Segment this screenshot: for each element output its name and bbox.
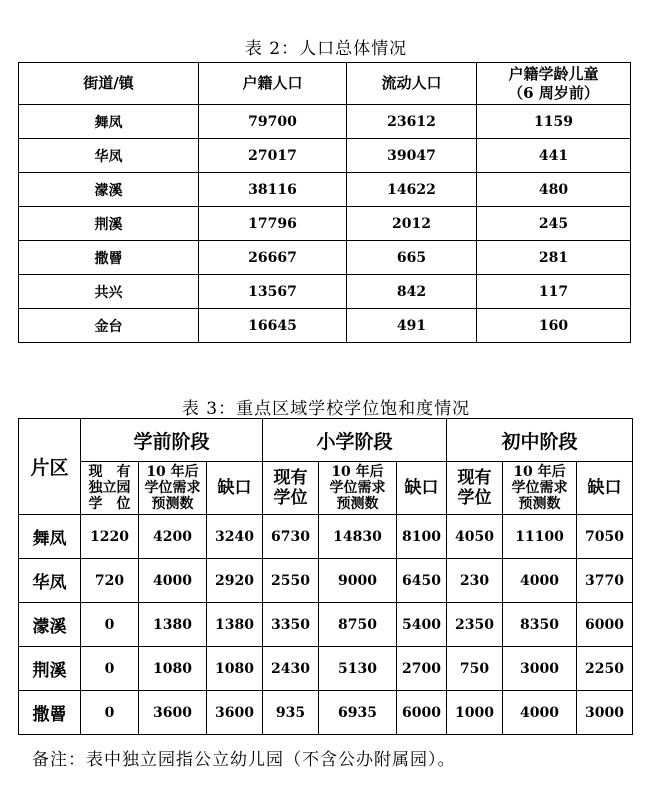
header-line: 预测数 [151,496,194,512]
cell: 27017 [199,139,347,173]
cell: 491 [347,309,477,343]
cell: 281 [477,241,631,275]
table-row [19,241,631,275]
cell-area: 撒罾 [19,691,81,735]
cell: 6935 [319,691,397,735]
cell: 16645 [199,309,347,343]
stage-header-primary: 小学阶段 [263,419,447,462]
cell: 8350 [503,603,577,647]
column-header-preschool-current [81,462,139,515]
cell: 23612 [347,105,477,139]
cell: 3000 [503,647,577,691]
column-header-primary-gap: 缺口 [397,462,447,515]
cell: 2250 [577,647,633,691]
header-line: 现有 [457,468,492,488]
column-header-preschool-gap: 缺口 [207,462,263,515]
cell: 濛溪 [19,173,199,207]
cell: 3600 [139,691,207,735]
cell: 0 [81,603,139,647]
cell: 1080 [139,647,207,691]
cell: 荆溪 [19,207,199,241]
header-line: 现 有 [88,464,131,480]
cell: 3000 [577,691,633,735]
header-line: 独立园 [88,480,131,496]
cell: 5400 [397,603,447,647]
footnote: 备注：表中独立园指公立幼儿园（不含公办附属园）。 [32,750,456,770]
header-line: 10 年后 [146,464,199,480]
cell: 2350 [447,603,503,647]
header-line: 10 年后 [331,464,384,480]
cell: 4000 [139,559,207,603]
table-row [19,105,631,139]
column-header-primary-current [263,462,319,515]
children-header-line2: （6 周岁前） [508,83,599,102]
school-capacity-table [18,418,633,735]
table-row [19,647,633,691]
cell: 1380 [207,603,263,647]
cell: 230 [447,559,503,603]
cell: 金台 [19,309,199,343]
cell: 245 [477,207,631,241]
cell: 842 [347,275,477,309]
cell: 8750 [319,603,397,647]
cell: 750 [447,647,503,691]
cell: 0 [81,647,139,691]
cell: 4050 [447,515,503,559]
column-header-area: 片区 [19,419,81,515]
cell: 舞凤 [19,105,199,139]
cell: 华凤 [19,139,199,173]
cell: 6000 [397,691,447,735]
cell: 0 [81,691,139,735]
table-row [19,691,633,735]
cell: 117 [477,275,631,309]
cell-area: 华凤 [19,559,81,603]
column-header-registered: 户籍人口 [199,63,347,105]
cell: 441 [477,139,631,173]
cell: 79700 [199,105,347,139]
cell: 160 [477,309,631,343]
cell: 3770 [577,559,633,603]
cell: 13567 [199,275,347,309]
cell: 2430 [263,647,319,691]
cell: 1000 [447,691,503,735]
cell: 4000 [503,691,577,735]
cell: 4200 [139,515,207,559]
cell: 1080 [207,647,263,691]
table-row [19,139,631,173]
column-header-preschool-forecast [139,462,207,515]
cell: 720 [81,559,139,603]
header-line: 学位需求 [511,480,568,496]
cell: 11100 [503,515,577,559]
table-row [19,207,631,241]
cell-area: 荆溪 [19,647,81,691]
table-row [19,173,631,207]
cell: 2700 [397,647,447,691]
cell: 5130 [319,647,397,691]
header-line: 10 年后 [513,464,566,480]
cell: 17796 [199,207,347,241]
cell: 9000 [319,559,397,603]
cell: 3240 [207,515,263,559]
cell-area: 舞凤 [19,515,81,559]
cell: 935 [263,691,319,735]
cell: 480 [477,173,631,207]
table-row [19,603,633,647]
cell: 39047 [347,139,477,173]
header-line: 现有 [273,468,308,488]
cell: 26667 [199,241,347,275]
table-row [19,515,633,559]
children-header-line1: 户籍学龄儿童 [508,64,599,83]
column-header-middle-forecast [503,462,577,515]
sub-header-row [19,462,633,515]
column-header-children [477,63,631,105]
cell: 撒罾 [19,241,199,275]
header-line: 预测数 [336,496,379,512]
table-header-row [19,63,631,105]
cell: 1380 [139,603,207,647]
table-row [19,275,631,309]
cell: 3600 [207,691,263,735]
cell: 6000 [577,603,633,647]
header-line: 学位需求 [144,480,201,496]
table3-caption: 表 3：重点区域学校学位饱和度情况 [181,399,471,419]
cell: 8100 [397,515,447,559]
column-header-primary-forecast [319,462,397,515]
cell: 共兴 [19,275,199,309]
cell: 38116 [199,173,347,207]
header-line: 学 位 [88,496,131,512]
cell: 6450 [397,559,447,603]
cell: 3350 [263,603,319,647]
table2-caption: 表 2：人口总体情况 [244,39,408,59]
header-line: 预测数 [518,496,561,512]
cell: 6730 [263,515,319,559]
cell: 14622 [347,173,477,207]
table-row [19,309,631,343]
cell: 2550 [263,559,319,603]
cell: 1220 [81,515,139,559]
column-header-middle-gap: 缺口 [577,462,633,515]
stage-header-middle: 初中阶段 [447,419,633,462]
column-header-street: 街道/镇 [19,63,199,105]
cell: 7050 [577,515,633,559]
population-table [18,62,631,343]
header-line: 学位 [457,488,492,508]
header-line: 学位需求 [329,480,386,496]
cell: 1159 [477,105,631,139]
table-row [19,559,633,603]
cell: 2012 [347,207,477,241]
cell: 4000 [503,559,577,603]
cell: 665 [347,241,477,275]
header-line: 学位 [273,488,308,508]
cell: 14830 [319,515,397,559]
cell-area: 濛溪 [19,603,81,647]
stage-header-preschool: 学前阶段 [81,419,263,462]
cell: 2920 [207,559,263,603]
column-header-floating: 流动人口 [347,63,477,105]
stage-header-row [19,419,633,462]
column-header-middle-current [447,462,503,515]
